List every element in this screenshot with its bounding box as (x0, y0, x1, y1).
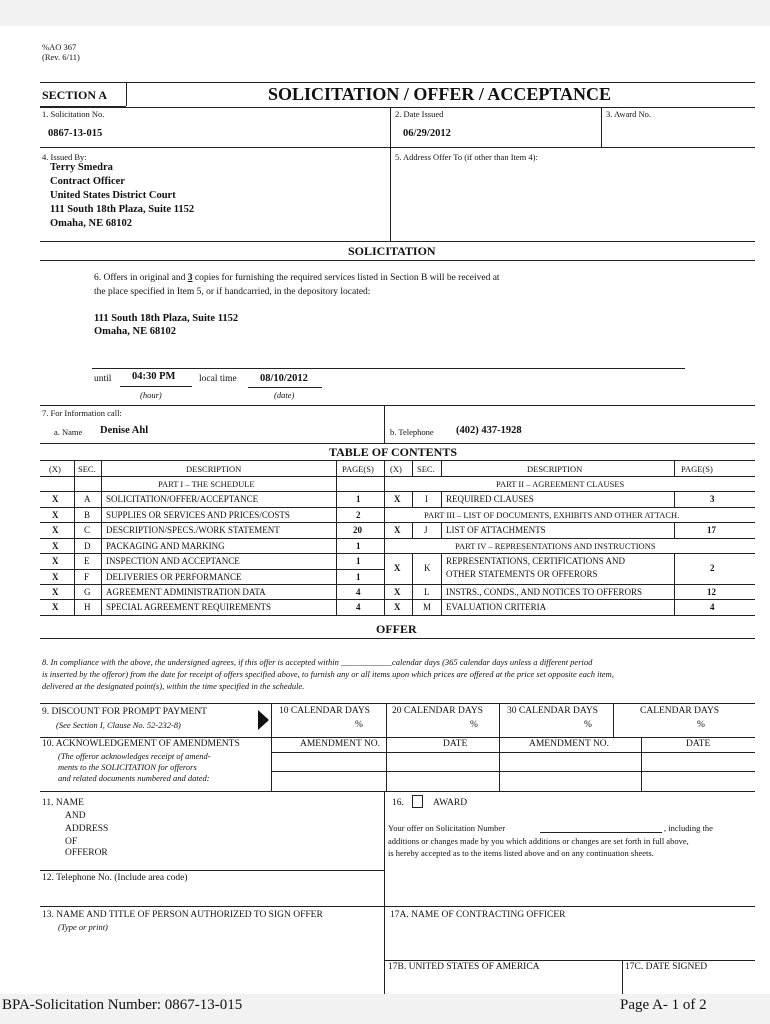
offeror-label-line: OF (65, 837, 78, 847)
toc-row: X A SOLICITATION/OFFER/ACCEPTANCE 1 (52, 494, 361, 504)
toc-col-x: (X) (390, 464, 402, 474)
award-number: 16. (392, 798, 404, 808)
award-no-label: 3. Award No. (606, 109, 652, 119)
issued-by-line: 111 South 18th Plaza, Suite 1152 (50, 204, 195, 215)
toc-col-description: DESCRIPTION (527, 464, 583, 474)
amendments-sub: ments to the SOLICITATION for offerors (58, 762, 197, 772)
award-text-line2: additions or changes made by you which additions or changes are set forth in full above, (388, 836, 689, 846)
authorized-signer-label: 13. NAME AND TITLE OF PERSON AUTHORIZED TO SIGN OFFER (42, 910, 323, 920)
offeror-label-line: AND (65, 811, 86, 821)
amendment-no-col: AMENDMENT NO. (300, 739, 381, 749)
offer-paragraph-line2: is inserted by the offeror) from the date for receipt of offers specified above, to furnish any or all items upon which prices are offered at the price set opposite each item, (42, 669, 614, 679)
issued-by-line: United States District Court (50, 190, 176, 201)
footer-page-number: Page A- 1 of 2 (620, 997, 707, 1013)
discount-calendar-days: CALENDAR DAYS (640, 706, 720, 716)
authorized-signer-sub: (Type or print) (58, 922, 108, 932)
toc-row: X I REQUIRED CLAUSES 3 (394, 494, 715, 504)
form-revision: (Rev. 6/11) (42, 52, 80, 62)
toc-col-pages: PAGE(S) (342, 464, 374, 474)
amendments-sub: and related documents numbered and dated: (58, 773, 210, 783)
telephone-no-label: 12. Telephone No. (Include area code) (42, 873, 188, 883)
depository-address-line2: Omaha, NE 68102 (94, 326, 176, 337)
offer-paragraph-line1: 8. In compliance with the above, the undersigned agrees, if this offer is accepted within ____________calendar days (365 calendar days unless a different period (42, 657, 593, 667)
section-a-label: SECTION A (42, 88, 108, 102)
toc-col-sec: SEC. (78, 464, 96, 474)
offers-sentence-line2: the place specified in Item 5, or if handcarried, in the depository located: (94, 287, 371, 297)
due-time: 04:30 PM (132, 371, 176, 382)
toc-col-pages: PAGE(S) (681, 464, 713, 474)
telephone-value: (402) 437-1928 (456, 425, 522, 436)
discount-10-days: 10 CALENDAR DAYS (279, 706, 370, 716)
contact-name-label: a. Name (54, 427, 83, 437)
toc-row: X C DESCRIPTION/SPECS./WORK STATEMENT 20 (52, 525, 362, 535)
toc-row: X L INSTRS., CONDS., AND NOTICES TO OFFERORS 12 (394, 587, 716, 597)
solicitation-no-value: 0867-13-015 (48, 128, 103, 139)
toc-part-1: PART I – THE SCHEDULE (158, 479, 255, 489)
toc-col-x: (X) (49, 464, 61, 474)
viewer-top-bar (0, 0, 770, 26)
toc-part-2: PART II – AGREEMENT CLAUSES (496, 479, 625, 489)
information-call-label: 7. For Information call: (42, 408, 122, 418)
award-text-line3: is hereby accepted as to the items listed above and on any continuation sheets. (388, 848, 654, 858)
toc-col-description: DESCRIPTION (186, 464, 242, 474)
offeror-label-line: OFFEROR (65, 848, 108, 858)
toc-row: X F DELIVERIES OR PERFORMANCE 1 (52, 572, 361, 582)
discount-30-days: 30 CALENDAR DAYS (507, 706, 598, 716)
offer-heading: OFFER (376, 622, 417, 636)
award-text-line1a: Your offer on Solicitation Number (388, 823, 506, 833)
issued-by-line: Terry Smedra (50, 162, 113, 173)
toc-row: X M EVALUATION CRITERIA 4 (394, 602, 715, 612)
discount-pct: % (584, 720, 592, 730)
address-offer-to-label: 5. Address Offer To (if other than Item 4): (395, 152, 538, 162)
date-issued-value: 06/29/2012 (403, 128, 451, 139)
award-checkbox[interactable] (412, 795, 423, 808)
discount-20-days: 20 CALENDAR DAYS (392, 706, 483, 716)
toc-part-3: PART III – LIST OF DOCUMENTS, EXHIBITS AND OTHER ATTACH. (424, 510, 680, 520)
discount-sub: (See Section I, Clause No. 52-232-8) (56, 720, 181, 730)
local-time-label: local time (199, 374, 237, 384)
toc-row: X D PACKAGING AND MARKING 1 (52, 541, 361, 551)
issued-by-label: 4. Issued By: (42, 152, 87, 162)
award-text-line1b: , including the (664, 823, 713, 833)
form-code: %AO 367 (42, 42, 77, 52)
offers-sentence-line1: 6. Offers in original and 3 copies for furnishing the required services listed in Section B will be received at (94, 273, 500, 283)
toc-heading: TABLE OF CONTENTS (329, 445, 458, 459)
contact-name: Denise Ahl (100, 425, 149, 436)
amendments-sub: (The offeror acknowledges receipt of amend- (58, 751, 211, 761)
toc-part-4: PART IV – REPRESENTATIONS AND INSTRUCTIONS (455, 541, 656, 551)
depository-address-line1: 111 South 18th Plaza, Suite 1152 (94, 313, 239, 324)
page-footer (0, 994, 770, 1024)
form-title: SOLICITATION / OFFER / ACCEPTANCE (268, 84, 612, 104)
united-states-label: 17B. UNITED STATES OF AMERICA (388, 962, 540, 972)
toc-row: X J LIST OF ATTACHMENTS 17 (394, 525, 716, 535)
toc-col-sec: SEC. (417, 464, 435, 474)
due-date: 08/10/2012 (260, 373, 308, 384)
copies-count: 3 (187, 273, 193, 283)
footer-solicitation-number: BPA-Solicitation Number: 0867-13-015 (2, 997, 243, 1013)
discount-pct: % (470, 720, 478, 730)
discount-pct: % (697, 720, 705, 730)
telephone-label: b. Telephone (390, 427, 434, 437)
offeror-name-label: 11. NAME (42, 798, 84, 808)
discount-label: 9. DISCOUNT FOR PROMPT PAYMENT (42, 707, 207, 717)
toc-row: X K REPRESENTATIONS, CERTIFICATIONS AND OTHER STATEMENTS OR OFFERORS 2 (394, 556, 715, 579)
date-caption: (date) (274, 390, 295, 400)
contracting-officer-label: 17A. NAME OF CONTRACTING OFFICER (390, 910, 566, 920)
toc-row: X H SPECIAL AGREEMENT REQUIREMENTS 4 (52, 602, 361, 612)
offer-paragraph-line3: delivered at the designated point(s), within the time specified in the schedule. (42, 681, 305, 691)
discount-pct: % (355, 720, 363, 730)
issued-by-line: Contract Officer (50, 176, 125, 187)
hour-caption: (hour) (140, 390, 162, 400)
amendment-date-col: DATE (686, 739, 711, 749)
amendment-date-col: DATE (443, 739, 468, 749)
issued-by-line: Omaha, NE 68102 (50, 218, 132, 229)
toc-row: X E INSPECTION AND ACCEPTANCE 1 (52, 556, 361, 566)
toc-row: X B SUPPLIES OR SERVICES AND PRICES/COSTS 2 (52, 510, 361, 520)
amendments-label: 10. ACKNOWLEDGEMENT OF AMENDMENTS (42, 739, 240, 749)
offeror-label-line: ADDRESS (65, 824, 109, 834)
solicitation-no-label: 1. Solicitation No. (42, 109, 105, 119)
until-label: until (94, 374, 112, 384)
award-label: AWARD (433, 798, 468, 808)
solicitation-heading: SOLICITATION (348, 244, 436, 258)
amendment-no-col: AMENDMENT NO. (529, 739, 610, 749)
date-signed-label: 17C. DATE SIGNED (625, 962, 708, 972)
arrow-right-icon (258, 710, 269, 730)
date-issued-label: 2. Date Issued (395, 109, 444, 119)
toc-row: X G AGREEMENT ADMINISTRATION DATA 4 (52, 587, 361, 597)
